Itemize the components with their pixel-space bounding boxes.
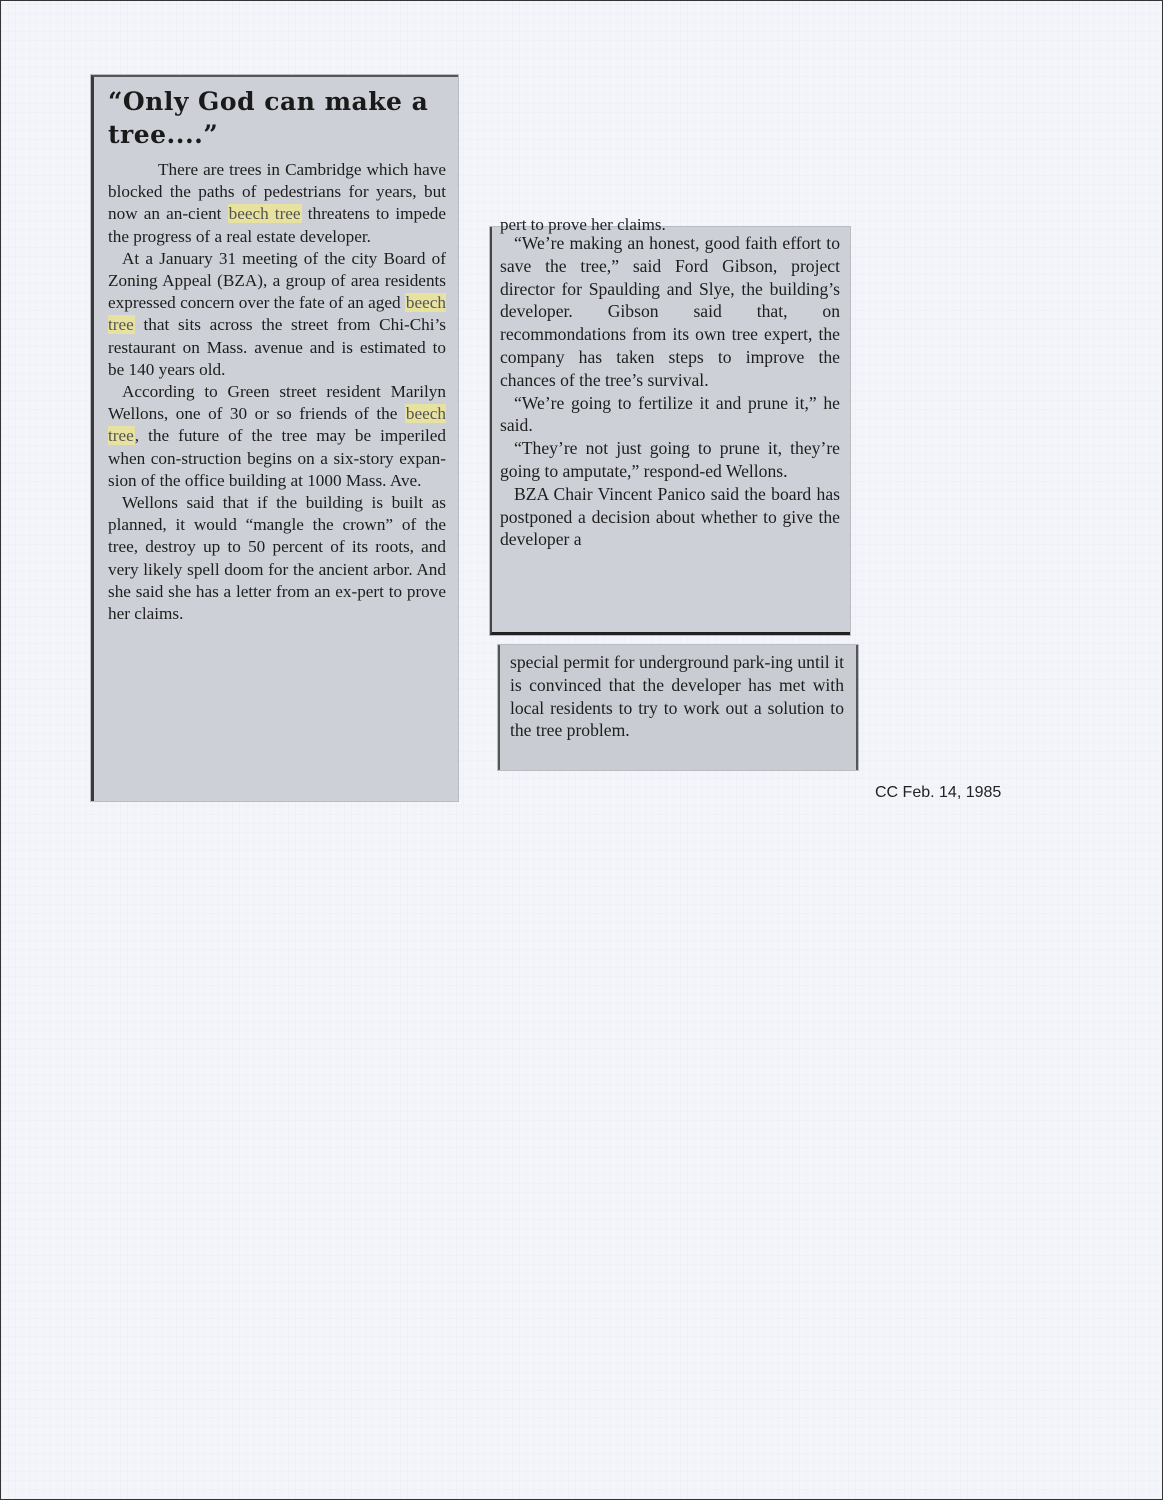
left-column-text — [108, 159, 446, 625]
paragraph-text: At a January 31 meeting of the city Board of Zoning Appeal (BZA), a group of area residents expressed concern over the fate of an aged — [108, 248, 446, 313]
article-headline: “Only God can make a tree....” — [108, 87, 429, 149]
clipping-bottom-fragment — [498, 645, 858, 770]
highlighted-phrase: beech tree — [228, 204, 301, 224]
highlighted-phrase: beech tree — [108, 404, 446, 446]
paragraph-text: that sits across the street from Chi-Chi’s restaurant on Mass. avenue and is estimated to be 140 years old. — [108, 315, 446, 379]
article-paragraph — [108, 492, 446, 625]
clipping-right-column — [490, 215, 850, 635]
paragraph-permit: special permit for underground park-ing until it is convinced that the developer has met with local residents to try to work out a solution to the tree problem. — [510, 652, 844, 741]
paragraph-text: There are trees in Cambridge which have blocked the paths of pedestrians for years, but now an an-cient — [108, 160, 446, 224]
paragraph-amputate: “They’re not just going to prune it, they’re going to amputate,” respond-ed Wellons. — [500, 438, 840, 481]
paragraph-panico: BZA Chair Vincent Panico said the board has postponed a decision about whether to give the developer a — [500, 483, 840, 550]
cutoff-line: pert to prove her claims. — [500, 215, 666, 234]
paragraph-gibson: “We’re making an honest, good faith effort to save the tree,” said Ford Gibson, project director for Spaulding and Slye, the building’s developer. Gibson said that, on recommondations from its own tree expert, the company has taken steps to improve the chances of the tree’s survival. — [500, 233, 840, 390]
paragraph-text: Wellons said that if the building is built as planned, it would “mangle the crown” of the tree, destroy up to 50 percent of its roots, and very likely spell doom for the ancient arbor. And she said she has a letter from an ex-pert to prove her claims. — [108, 493, 446, 624]
paragraph-text: threatens to impede the progress of a real estate developer. — [108, 204, 446, 246]
paragraph-text: , the future of the tree may be imperiled when con-struction begins on a six-story expan-sion of the office building at 1000 Mass. Ave. — [108, 426, 446, 490]
paragraph-fertilize: “We’re going to fertilize it and prune it,” he said. — [500, 392, 840, 436]
article-paragraph — [108, 381, 446, 492]
clipping-left-column — [91, 75, 458, 801]
article-paragraph — [108, 159, 446, 248]
article-paragraph — [108, 248, 446, 381]
paragraph-text: According to Green street resident Marilyn Wellons, one of 30 or so friends of the — [108, 382, 446, 424]
source-caption: CC Feb. 14, 1985 — [875, 784, 1002, 801]
highlighted-phrase: beech tree — [108, 293, 446, 335]
